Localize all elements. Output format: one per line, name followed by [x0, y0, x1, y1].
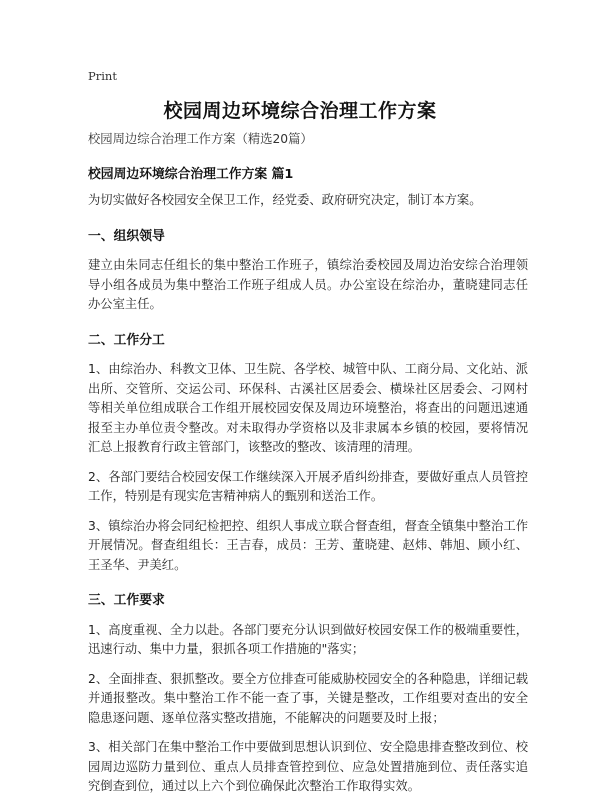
paragraph-division-1: 1、由综治办、科教文卫体、卫生院、各学校、城管中队、工商分局、文化站、派出所、交管所、交运公司、环保科、古溪社区居委会、横垛社区居委会、刁网村等相关单位组成联合工作组开展校园安保及周边环境整治，将查出的问题迅速通报至主办单位责令整改。对未取得办学资格以及非隶属本乡镇的校园，要将情况汇总上报教育行政主管部门，该整改的整改、该清理的清理。: [88, 362, 528, 454]
heading-division-of-work: 二、工作分工: [88, 332, 165, 348]
heading-requirements: 三、工作要求: [88, 593, 165, 608]
print-label: Print: [88, 69, 117, 83]
paragraph-requirement-2: 2、全面排查、狠抓整改。要全方位排查可能威胁校园安全的各种隐患，详细记载并通报整改。集中整治工作不能一查了事，关键是整改，工作组要对查出的安全隐患逐问题、逐单位落实整改措施，不能解决的问题要及时上报；: [88, 671, 528, 725]
document-title: 校园周边环境综合治理工作方案: [163, 100, 437, 122]
intro-paragraph: 为切实做好各校园安全保卫工作，经党委、政府研究决定，制订本方案。: [88, 193, 482, 207]
heading-organization: 一、组织领导: [88, 228, 165, 244]
paragraph-organization: 建立由朱同志任组长的集中整治工作班子，镇综治委校园及周边治安综合治理领导小组各成员为集中整治工作班子组成人员。办公室设在综治办，董晓建同志任办公室主任。: [88, 258, 528, 311]
paragraph-division-2: 2、各部门要结合校园安保工作继续深入开展矛盾纠纷排查，要做好重点人员管控工作，特别是有现实危害精神病人的甄别和送治工作。: [88, 469, 528, 503]
paragraph-requirement-3: 3、相关部门在集中整治工作中要做到思想认识到位、安全隐患排查整改到位、校园周边巡防力量到位、重点人员排查管控到位、应急处置措施到位、责任落实追究倒查到位，通过以上六个到位确保此次整治工作取得实效。: [88, 740, 528, 793]
document-body: [88, 130, 528, 797]
section-title: 校园周边环境综合治理工作方案 篇1: [88, 166, 294, 182]
paragraph-division-3: 3、镇综治办将会同纪检把控、组织人事成立联合督查组，督查全镇集中整治工作开展情况。督查组组长：王吉春，成员：王芳、董晓建、赵炜、韩旭、顾小红、王圣华、尹美红。: [88, 518, 528, 572]
paragraph-requirement-1: 1、高度重视、全力以赴。各部门要充分认识到做好校园安保工作的极端重要性，迅速行动、集中力量，狠抓各项工作措施的"落实；: [88, 622, 528, 656]
document-subtitle: 校园周边综合治理工作方案（精选20篇）: [88, 132, 313, 146]
